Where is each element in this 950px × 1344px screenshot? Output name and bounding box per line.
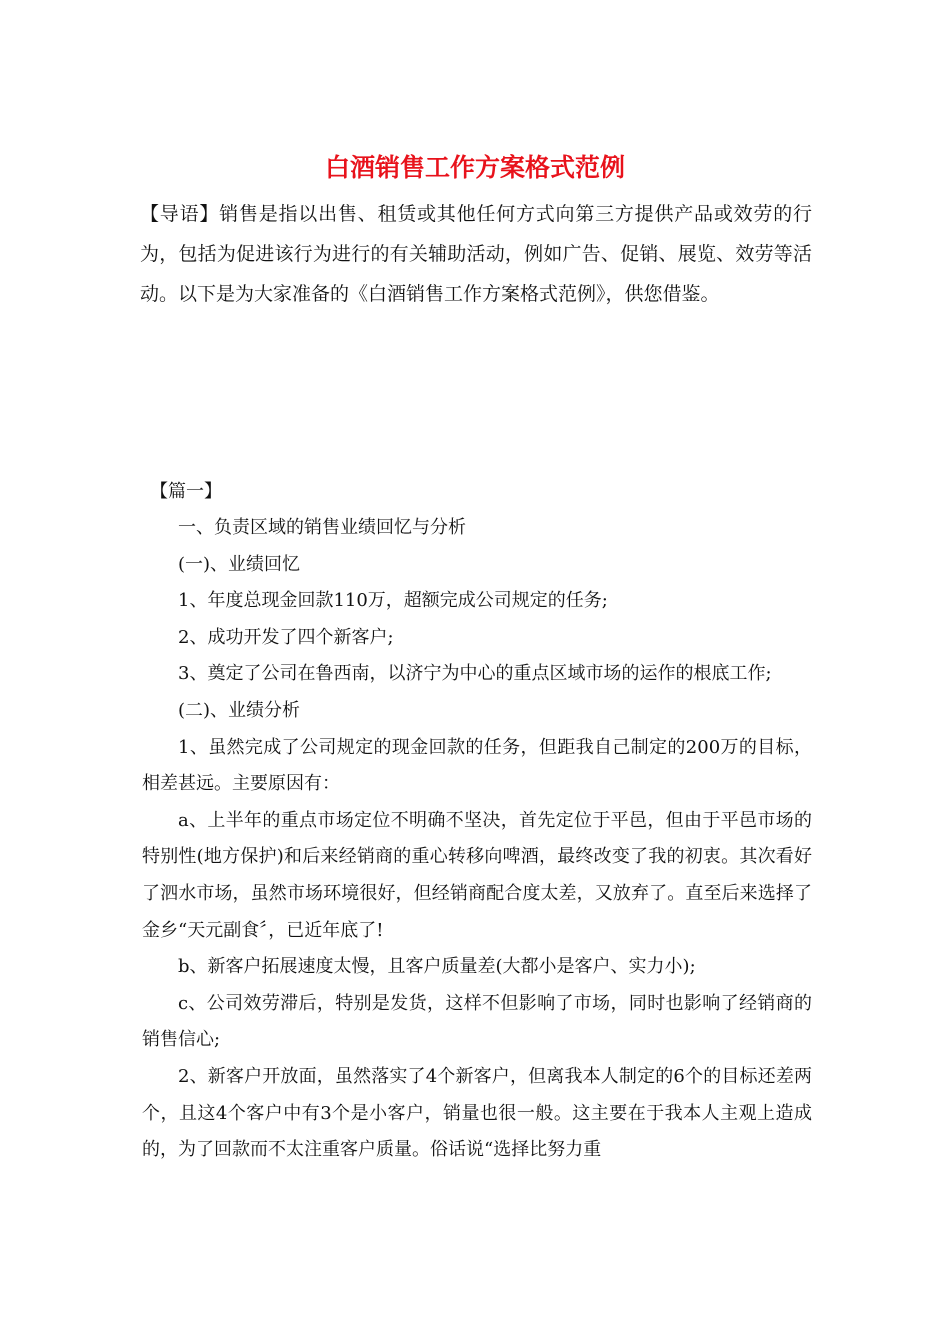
heading-sales-review: 一、负责区域的销售业绩回忆与分析 xyxy=(178,517,466,538)
subheading-performance-review: (一)、业绩回忆 xyxy=(178,553,301,575)
list-item: 1、年度总现金回款110万，超额完成公司规定的任务; xyxy=(178,590,608,612)
body-text xyxy=(142,510,812,1169)
body-paragraph: 1、虽然完成了公司规定的现金回款的任务，但距我自己制定的200万的目标，相差甚远。主要原因有： xyxy=(142,736,812,795)
list-item: 3、奠定了公司在鲁西南，以济宁为中心的重点区域市场的运作的根底工作; xyxy=(178,663,772,685)
body-paragraph: b、新客户拓展速度太慢，且客户质量差(大都小是客户、实力小); xyxy=(178,956,696,978)
body-paragraph: a、上半年的重点市场定位不明确不坚决，首先定位于平邑，但由于平邑市场的特别性(地方保护)和后来经销商的重心转移向啤酒，最终改变了我的初衷。其次看好了泗水市场，虽然市场环境很好，但经销商配合度太差，又放弃了。直至后来选择了金乡“天元副食〞，已近年底了! xyxy=(142,809,812,941)
intro-paragraph: 【导语】销售是指以出售、租赁或其他任何方式向第三方提供产品或效劳的行为，包括为促进该行为进行的有关辅助活动，例如广告、促销、展览、效劳等活动。以下是为大家准备的《白酒销售工作方案格式范例》，供您借鉴。 xyxy=(140,203,812,305)
body-paragraph: c、公司效劳滞后，特别是发货，这样不但影响了市场，同时也影响了经销商的销售信心; xyxy=(142,992,812,1051)
body-paragraph: 2、新客户开放面，虽然落实了4个新客户，但离我本人制定的6个的目标还差两个，且这4个客户中有3个是小客户，销量也很一般。这主要在于我本人主观上造成的，为了回款而不太注重客户质量。俗话说“选择比努力重 xyxy=(142,1065,812,1161)
section-heading: 【篇一】 xyxy=(150,481,222,502)
document-title: 白酒销售工作方案格式范例 xyxy=(324,153,625,182)
subheading-performance-analysis: (二)、业绩分析 xyxy=(178,699,301,721)
list-item: 2、成功开发了四个新客户; xyxy=(178,626,394,648)
